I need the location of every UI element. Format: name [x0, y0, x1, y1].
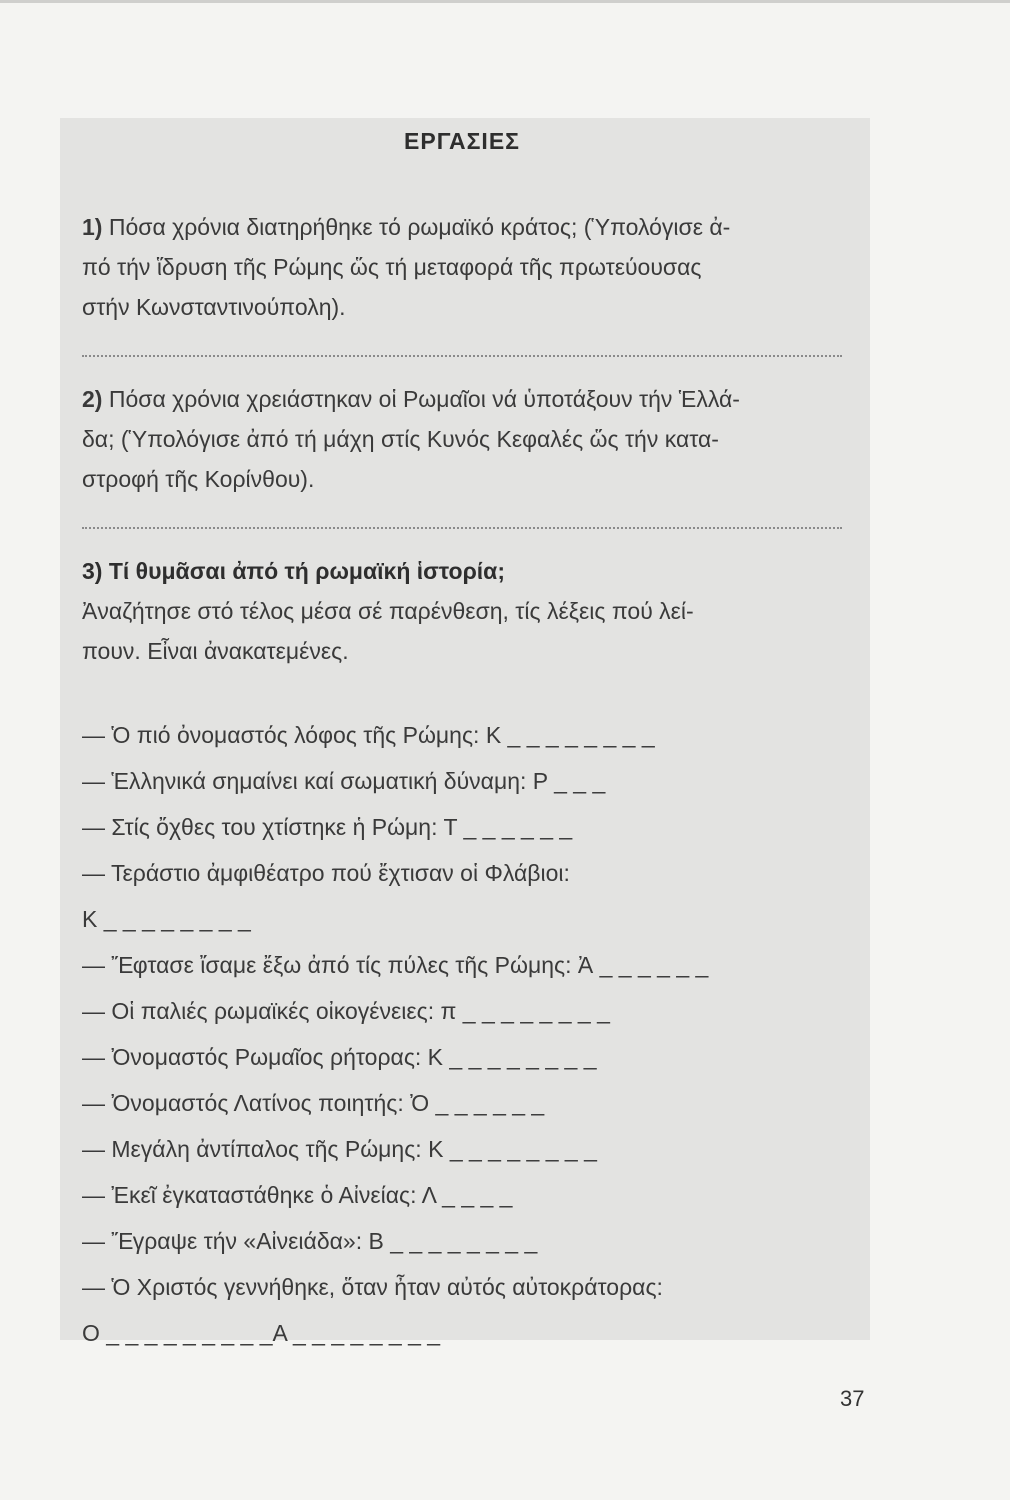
task-1 [82, 207, 842, 357]
fill-in-item-continuation[interactable]: Κ _ _ _ _ _ _ _ _ [82, 906, 251, 932]
task-1-line-3: στήν Κωνσταντινούπολη). [82, 294, 346, 320]
fill-in-list [82, 715, 842, 1353]
fill-in-item[interactable]: — Στίς ὄχθες του χτίστηκε ἡ Ρώμη: Τ _ _ _ _ _ _ [82, 814, 573, 840]
task-1-line-2: πό τήν ἵδρυση τῆς Ρώμης ὥς τή μεταφορά τῆς πρωτεύουσας [82, 254, 702, 280]
fill-in-item[interactable]: — Ὁ πιό ὀνομαστός λόφος τῆς Ρώμης: Κ _ _ _ _ _ _ _ _ [82, 722, 655, 748]
task-2 [82, 379, 842, 529]
task-2-text-1: Πόσα χρόνια χρειάστηκαν οἱ Ρωμαῖοι νά ὑποτάξουν τήν Ἑλλά- [108, 386, 740, 412]
fill-in-item-continuation[interactable]: Ο _ _ _ _ _ _ _ _ _Α _ _ _ _ _ _ _ _ [82, 1320, 441, 1346]
fill-in-item[interactable]: — Μεγάλη ἀντίπαλος τῆς Ρώμης: Κ _ _ _ _ _ _ _ _ [82, 1136, 597, 1162]
page-number: 37 [840, 1386, 865, 1411]
task-3-heading: 3) Τί θυμᾶσαι ἀπό τή ρωμαϊκή ἱστορία; [82, 558, 505, 584]
task-1-number: 1) [82, 214, 103, 240]
task-2-number: 2) [82, 386, 103, 412]
answer-dotted-line-1[interactable] [82, 337, 842, 357]
fill-in-item[interactable]: — Ὀνομαστός Ρωμαῖος ρήτορας: Κ _ _ _ _ _ _ _ _ [82, 1044, 597, 1070]
task-3-line-2: πουν. Εἶναι ἀνακατεμένες. [82, 638, 349, 664]
fill-in-item: — Τεράστιο ἀμφιθέατρο πού ἔχτισαν οἱ Φλάβιοι: [82, 860, 570, 886]
fill-in-item[interactable]: — Ἔγραψε τήν «Αἰνειάδα»: Β _ _ _ _ _ _ _ _ [82, 1228, 538, 1254]
task-2-line-2: δα; (Ὑπολόγισε ἀπό τή μάχη στίς Κυνός Κεφαλές ὥς τήν κατα- [82, 426, 719, 452]
task-2-line-3: στροφή τῆς Κορίνθου). [82, 466, 315, 492]
task-3-line-1: Ἀναζήτησε στό τέλος μέσα σέ παρένθεση, τίς λέξεις πού λεί- [82, 598, 694, 624]
fill-in-item[interactable]: — Ἑλληνικά σημαίνει καί σωματική δύναμη: Ρ _ _ _ [82, 768, 606, 794]
top-edge-rule [0, 0, 1010, 3]
task-2-line-1 [82, 379, 842, 419]
task-1-text-1: Πόσα χρόνια διατηρήθηκε τό ρωμαϊκό κράτος; (Ὑπολόγισε ἀ- [108, 214, 731, 240]
exercise-content [82, 128, 842, 1359]
fill-in-item[interactable]: — Ἐκεῖ ἐγκαταστάθηκε ὁ Αἰνείας: Λ _ _ _ _ [82, 1182, 513, 1208]
fill-in-item[interactable]: — Ὀνομαστός Λατίνος ποιητής: Ὀ _ _ _ _ _ _ [82, 1090, 545, 1116]
fill-in-item[interactable]: — Ἔφτασε ἴσαμε ἔξω ἀπό τίς πύλες τῆς Ρώμης: Ἀ _ _ _ _ _ _ [82, 952, 709, 978]
page-title: ΕΡΓΑΣΙΕΣ [404, 128, 520, 154]
fill-in-item: — Ὁ Χριστός γεννήθηκε, ὅταν ἦταν αὐτός αὐτοκράτορας: [82, 1274, 663, 1300]
fill-in-item[interactable]: — Οἱ παλιές ρωμαϊκές οἰκογένειες: π _ _ _ _ _ _ _ _ [82, 998, 610, 1024]
task-3 [82, 551, 842, 1353]
answer-dotted-line-2[interactable] [82, 509, 842, 529]
task-1-line-1 [82, 207, 842, 247]
